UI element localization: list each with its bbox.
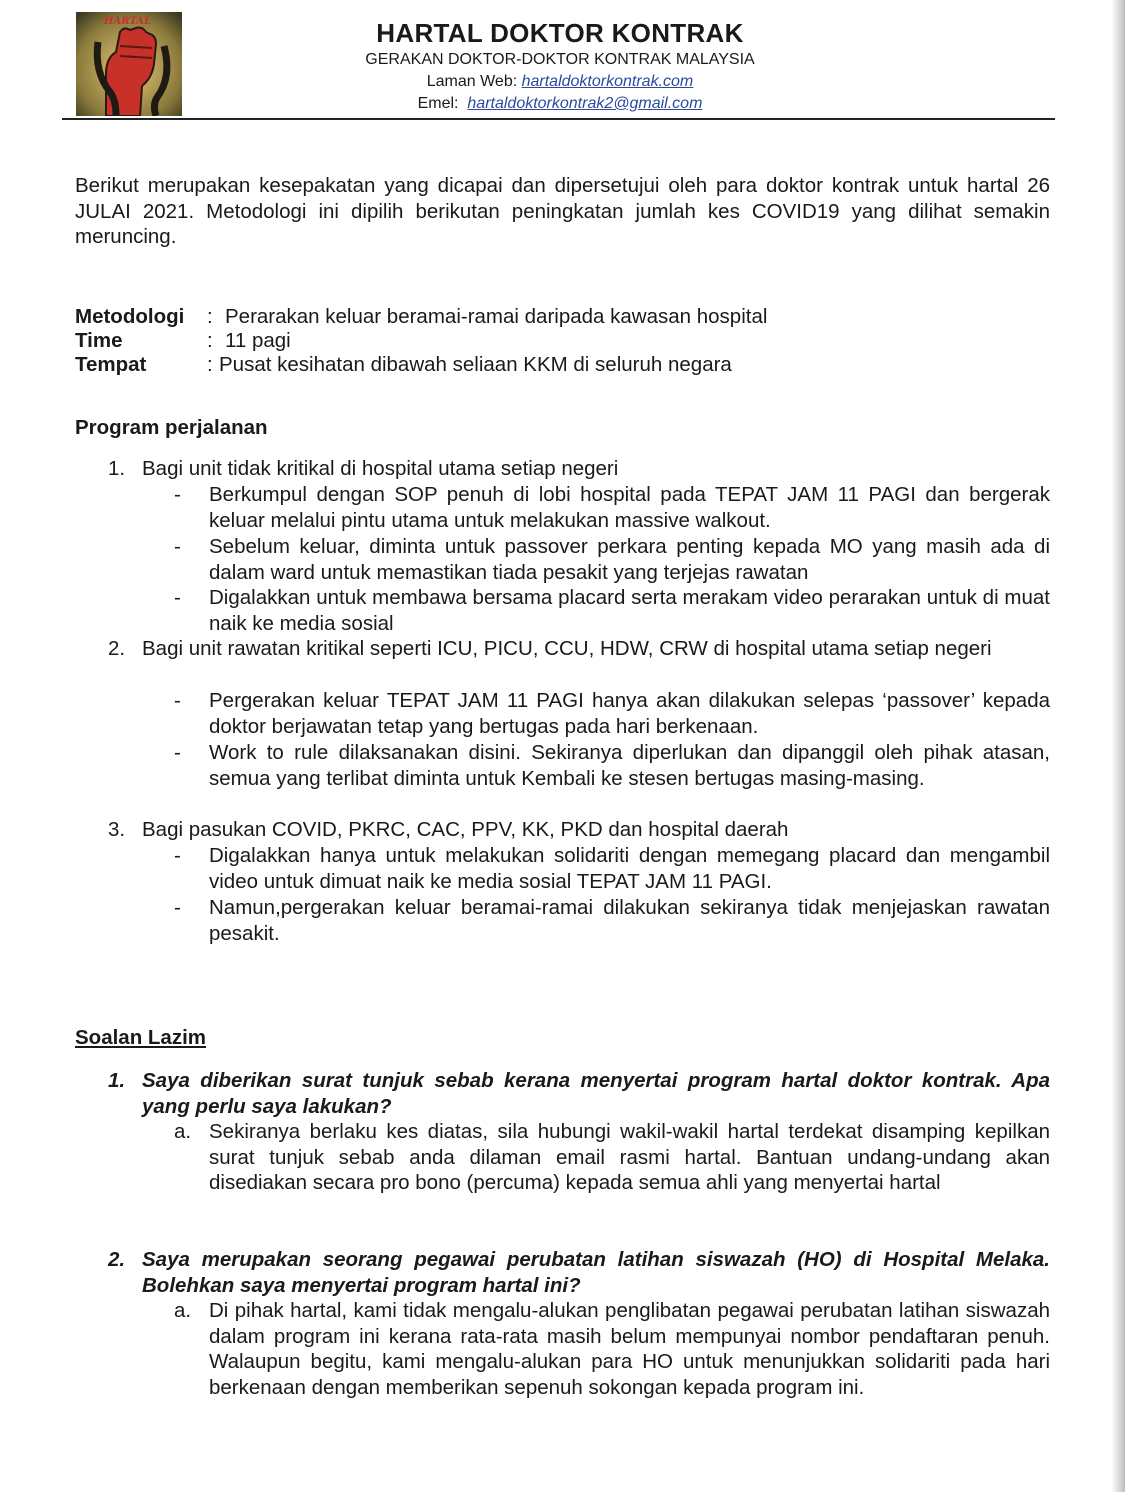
logo-text: HARTAL [104,16,152,27]
bullet-text: Sebelum keluar, diminta untuk passover perkara penting kepada MO yang masih ada di dalam ward untuk memastikan tiada pesakit yang terjejas rawatan [209,535,1050,584]
intro-paragraph: Berikut merupakan kesepakatan yang dicapai dan dipersetujui oleh para doktor kontrak untuk hartal 26 JULAI 2021. Metodologi ini dipilih berikutan peningkatan jumlah kes COVID19 yang dilihat semakin meruncing. [75,174,1050,248]
organization-name: GERAKAN DOKTOR-DOKTOR KONTRAK MALAYSIA [365,51,755,68]
program-item [108,817,1050,843]
item-text: Bagi unit tidak kritikal di hospital utama setiap negeri [142,457,619,480]
detail-colon: : [207,305,213,328]
question-number: 2. [108,1248,126,1271]
detail-label: Tempat [75,353,147,376]
bullet-text: Namun,pergerakan keluar beramai-ramai dilakukan sekiranya tidak menjejaskan rawatan pesakit. [209,896,1050,945]
faq-question [108,1068,1050,1119]
website-line [300,72,820,92]
answer-text: Di pihak hartal, kami tidak mengalu-alukan penglibatan pegawai perubatan latihan siswazah dalam program ini kerana rata-rata masih belum mempunyai nombor pendaftaran penuh. Walaupun begitu, kami mengalu-alukan para HO untuk menunjukkan solidariti pada hari berkenaan dengan memberikan sepenuh sokongan kepada program ini. [209,1299,1050,1399]
detail-value: Perarakan keluar beramai-ramai daripada kawasan hospital [225,305,768,328]
faq-answer [170,1119,1050,1196]
detail-colon: : [207,353,213,376]
program-bullet: - Work to rule dilaksanakan disini. Sekiranya diperlukan dan dipanggil oleh pihak atasan, semua yang terlibat diminta untuk Kembali ke stesen bertugas masing-masing. [174,741,1050,790]
hartal-fist-logo [76,12,182,116]
email-link[interactable]: hartaldoktorkontrak2@gmail.com [467,95,703,112]
bullet-text: Berkumpul dengan SOP penuh di lobi hospital pada TEPAT JAM 11 PAGI dan bergerak keluar melalui pintu utama untuk melakukan massive walkout. [209,483,1050,532]
question-number: 1. [108,1069,126,1092]
answer-letter: a. [174,1120,192,1143]
faq-question [108,1247,1050,1298]
question-text: Saya merupakan seorang pegawai perubatan latihan siswazah (HO) di Hospital Melaka. Bolehkan saya menyertai program hartal ini? [142,1248,1050,1297]
item-number: 3. [108,818,126,841]
bullet-text: Pergerakan keluar TEPAT JAM 11 PAGI hanya akan dilakukan selepas ‘passover’ kepada doktor berjawatan tetap yang bertugas pada hari berkenaan. [209,689,1050,738]
program-item [108,456,1050,482]
program-bullet: - Berkumpul dengan SOP penuh di lobi hospital pada TEPAT JAM 11 PAGI dan bergerak keluar melalui pintu utama untuk melakukan massive walkout. [174,483,1050,532]
program-heading: Program perjalanan [75,416,268,439]
item-text: Bagi unit rawatan kritikal seperti ICU, PICU, CCU, HDW, CRW di hospital utama setiap negeri [142,637,992,660]
detail-row [75,352,1050,376]
detail-row [75,328,1050,352]
program-bullet: - Sebelum keluar, diminta untuk passover perkara penting kepada MO yang masih ada di dalam ward untuk memastikan tiada pesakit yang terjejas rawatan [174,535,1050,584]
detail-label: Metodologi [75,305,185,328]
program-bullet: - Digalakkan hanya untuk melakukan solidariti dengan memegang placard dan mengambil video untuk dimuat naik ke media sosial TEPAT JAM 11 PAGI. [174,844,1050,893]
document-title: HARTAL DOKTOR KONTRAK [376,18,744,48]
detail-value: 11 pagi [225,329,291,352]
program-bullet: - Digalakkan untuk membawa bersama placard serta merakam video perarakan untuk di muat naik ke media sosial [174,586,1050,635]
email-line [300,94,820,114]
program-bullet: - Pergerakan keluar TEPAT JAM 11 PAGI hanya akan dilakukan selepas ‘passover’ kepada doktor berjawatan tetap yang bertugas pada hari berkenaan. [174,689,1050,738]
program-bullet: - Namun,pergerakan keluar beramai-ramai dilakukan sekiranya tidak menjejaskan rawatan pesakit. [174,896,1050,945]
bullet-text: Work to rule dilaksanakan disini. Sekiranya diperlukan dan dipanggil oleh pihak atasan, semua yang terlibat diminta untuk Kembali ke stesen bertugas masing-masing. [209,741,1050,790]
website-label: Laman Web: [426,73,518,90]
program-item [108,636,1050,662]
page-edge-shadow [1111,0,1125,1492]
website-link[interactable]: hartaldoktorkontrak.com [521,73,694,90]
answer-letter: a. [174,1299,192,1322]
answer-text: Sekiranya berlaku kes diatas, sila hubungi wakil-wakil hartal terdekat disamping kepilkan surat tunjuk sebab anda dilaman email rasmi hartal. Bantuan undang-undang akan disediakan secara pro bono (percuma) kepada semua ahli yang menyertai hartal [209,1120,1050,1194]
item-text: Bagi pasukan COVID, PKRC, CAC, PPV, KK, PKD dan hospital daerah [142,818,789,841]
question-text: Saya diberikan surat tunjuk sebab kerana menyertai program hartal doktor kontrak. Apa yang perlu saya lakukan? [142,1069,1050,1118]
detail-label: Time [75,329,123,352]
email-label: Emel: [417,95,459,112]
item-number: 2. [108,637,126,660]
bullet-text: Digalakkan hanya untuk melakukan solidariti dengan memegang placard dan mengambil video untuk dimuat naik ke media sosial TEPAT JAM 11 PAGI. [209,844,1050,893]
faq-answer [170,1298,1050,1400]
detail-colon: : [207,329,213,352]
bullet-text: Digalakkan untuk membawa bersama placard serta merakam video perarakan untuk di muat naik ke media sosial [209,586,1050,635]
detail-row [75,304,1050,328]
faq-heading: Soalan Lazim [75,1026,207,1049]
header-divider [62,118,1055,120]
detail-value: Pusat kesihatan dibawah seliaan KKM di seluruh negara [219,353,732,376]
item-number: 1. [108,457,126,480]
